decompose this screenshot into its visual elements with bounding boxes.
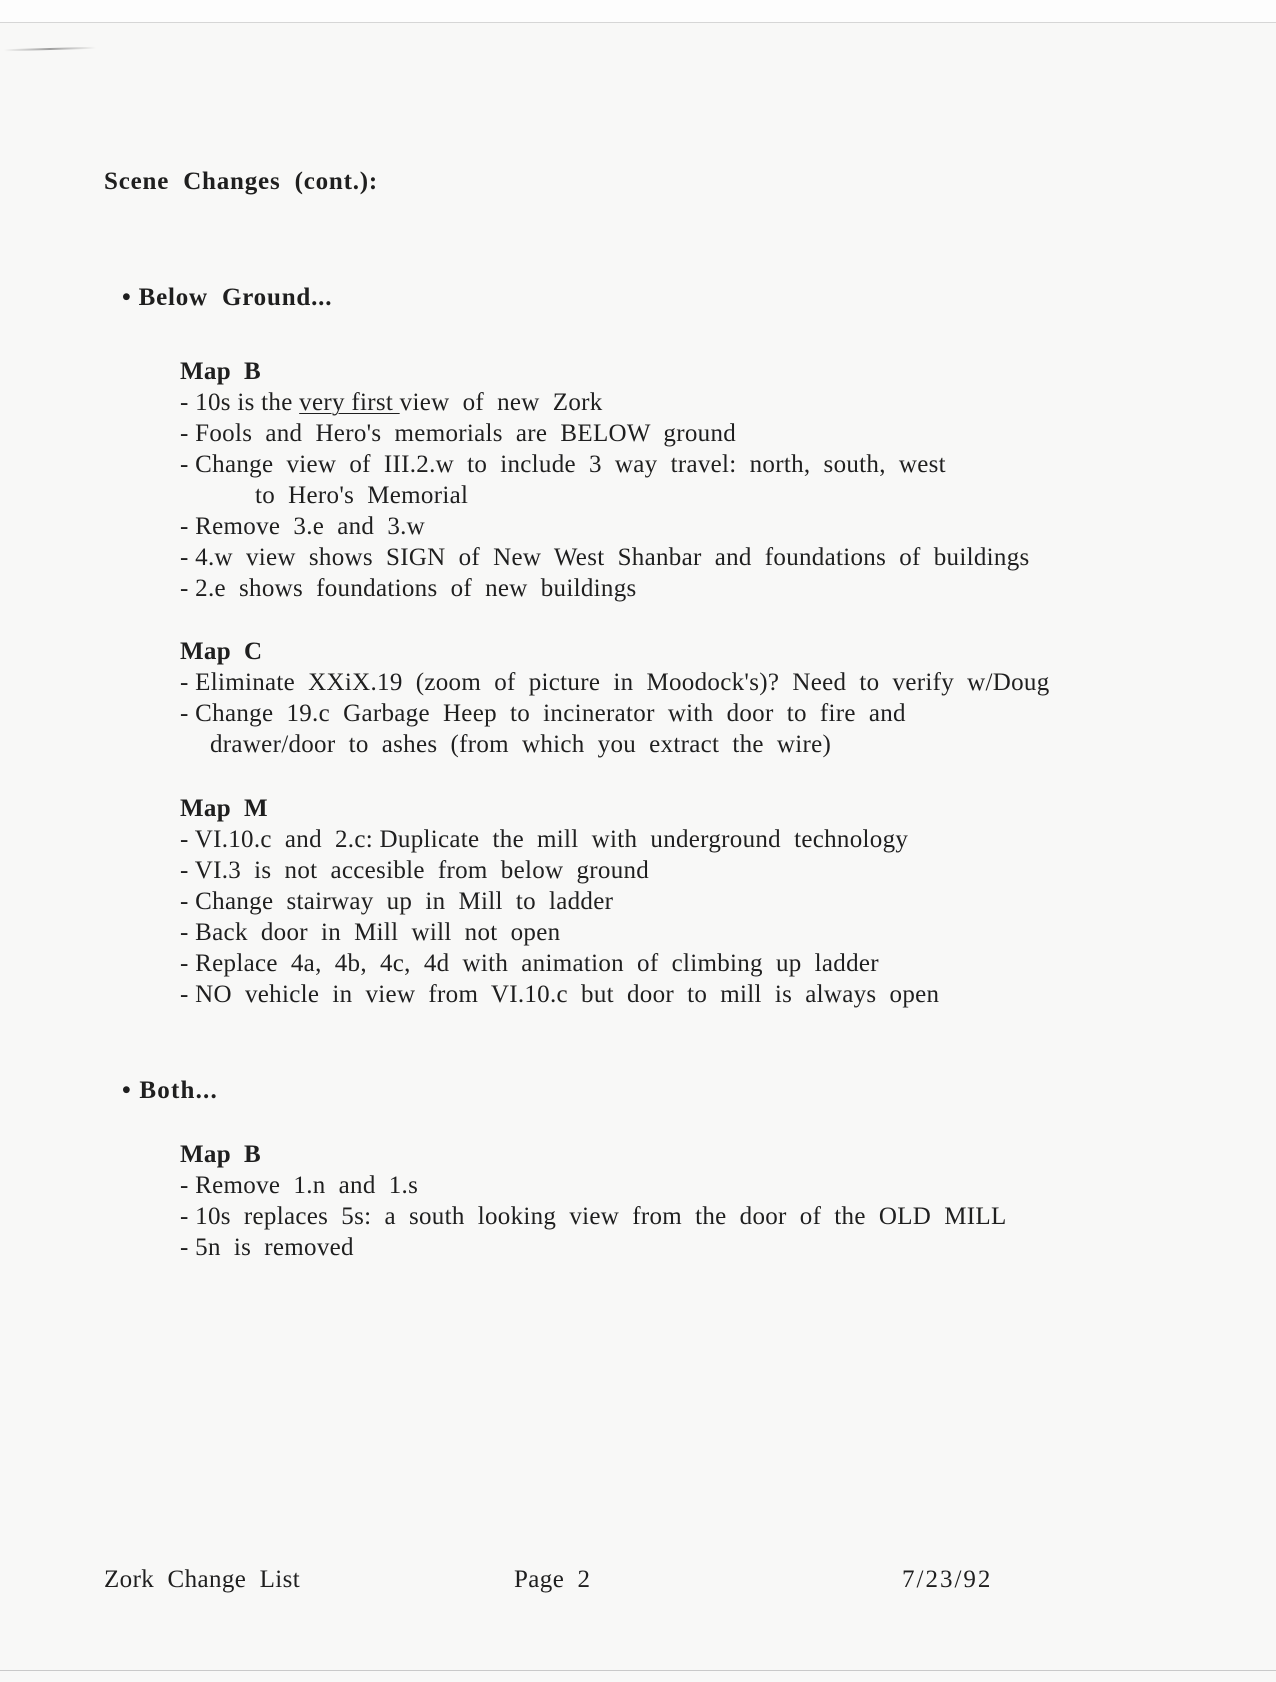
section-title: Both... <box>139 1077 218 1104</box>
map-c-title: Map C <box>180 638 263 665</box>
list-item: - 5n is removed <box>180 1234 354 1261</box>
map-b-title: Map B <box>180 358 261 385</box>
list-item-continuation: drawer/door to ashes (from which you extract the wire) <box>210 731 832 758</box>
page-bottom-edge <box>0 1670 1276 1671</box>
list-item: - VI.3 is not accesible from below ground <box>180 857 650 884</box>
footer-date: 7/23/92 <box>902 1566 993 1593</box>
page-top-margin <box>0 0 1276 22</box>
list-item <box>180 389 603 417</box>
underlined-text: very first <box>299 389 400 416</box>
list-item: - 10s replaces 5s: a south looking view from the door of the OLD MILL <box>180 1203 1007 1230</box>
list-item: - Change view of III.2.w to include 3 way travel: north, south, west <box>180 451 946 478</box>
list-item-continuation: to Hero's Memorial <box>255 482 469 509</box>
list-item: - 2.e shows foundations of new buildings <box>180 575 637 602</box>
item-text: - 10s is the <box>180 389 300 416</box>
list-item: - Back door in Mill will not open <box>180 919 561 946</box>
list-item: - Replace 4a, 4b, 4c, 4d with animation of climbing up ladder <box>180 950 879 977</box>
list-item: - 4.w view shows SIGN of New West Shanbar and foundations of buildings <box>180 544 1030 571</box>
list-item: - Change 19.c Garbage Heep to incinerator with door to fire and <box>180 700 906 727</box>
list-item: - Fools and Hero's memorials are BELOW ground <box>180 420 737 447</box>
list-item: - Remove 1.n and 1.s <box>180 1172 419 1199</box>
footer-doc-name: Zork Change List <box>104 1566 301 1593</box>
map-m-title: Map M <box>180 795 268 822</box>
list-item: - Remove 3.e and 3.w <box>180 513 426 540</box>
list-item: - VI.10.c and 2.c: Duplicate the mill with underground technology <box>180 826 909 853</box>
footer-page-number: Page 2 <box>514 1566 591 1593</box>
section-heading-below-ground <box>122 284 332 312</box>
list-item: - NO vehicle in view from VI.10.c but door to mill is always open <box>180 981 940 1008</box>
list-item: - Change stairway up in Mill to ladder <box>180 888 614 915</box>
item-text: view of new Zork <box>399 389 603 416</box>
section-heading-both <box>122 1077 218 1105</box>
bullet: • <box>122 284 132 311</box>
map-b-title: Map B <box>180 1141 261 1168</box>
list-item: - Eliminate XXiX.19 (zoom of picture in Moodock's)? Need to verify w/Doug <box>180 669 1050 696</box>
section-title: Below Ground... <box>138 284 333 311</box>
bullet: • <box>122 1077 132 1104</box>
page-heading: Scene Changes (cont.): <box>104 168 379 195</box>
